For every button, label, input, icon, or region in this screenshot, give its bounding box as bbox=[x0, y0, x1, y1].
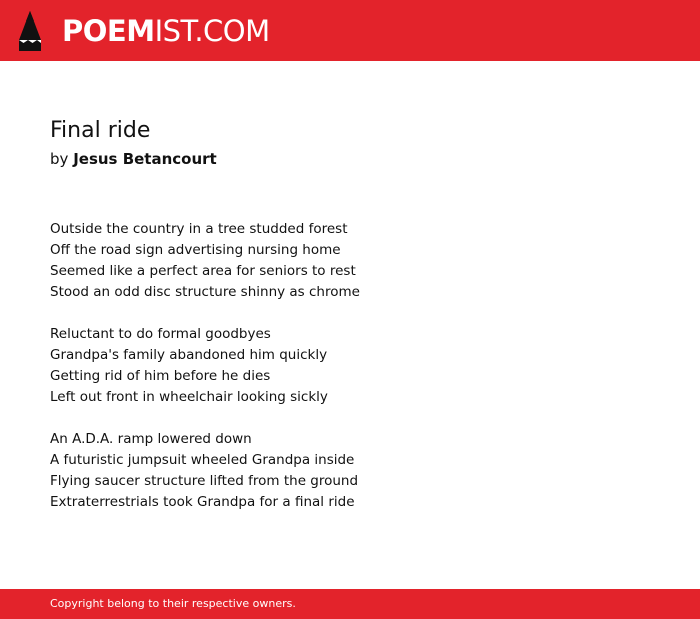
poem-body bbox=[50, 219, 650, 534]
poem-line: Outside the country in a tree studded forest bbox=[50, 221, 348, 237]
poem-line: Getting rid of him before he dies bbox=[50, 368, 271, 384]
poem-line: Seemed like a perfect area for seniors to rest bbox=[50, 263, 356, 279]
poem-author: Jesus Betancourt bbox=[73, 150, 217, 168]
poem-line: Extraterrestrials took Grandpa for a final ride bbox=[50, 494, 355, 510]
stanza bbox=[50, 324, 650, 408]
poem-line: An A.D.A. ramp lowered down bbox=[50, 431, 252, 447]
site-logo[interactable] bbox=[62, 10, 270, 52]
copyright-text: Copyright belong to their respective owners. bbox=[50, 597, 296, 610]
poem-line: Stood an odd disc structure shinny as chrome bbox=[50, 284, 360, 300]
poem-line: Grandpa's family abandoned him quickly bbox=[50, 347, 328, 363]
stanza bbox=[50, 429, 650, 513]
poem-line: Reluctant to do formal goodbyes bbox=[50, 326, 271, 342]
site-header bbox=[0, 0, 700, 61]
poem-title: Final ride bbox=[50, 118, 151, 143]
poem-line: Off the road sign advertising nursing home bbox=[50, 242, 341, 258]
by-label: by bbox=[50, 150, 69, 168]
stanza bbox=[50, 219, 650, 303]
logo-text-bold: POEM bbox=[62, 14, 155, 48]
site-footer bbox=[0, 589, 700, 619]
poem-line: A futuristic jumpsuit wheeled Grandpa inside bbox=[50, 452, 355, 468]
pencil-icon[interactable] bbox=[17, 10, 43, 52]
poem-line: Flying saucer structure lifted from the ground bbox=[50, 473, 359, 489]
poem-line: Left out front in wheelchair looking sickly bbox=[50, 389, 328, 405]
logo-text-light: IST.COM bbox=[154, 14, 270, 48]
poem-byline bbox=[50, 149, 217, 169]
